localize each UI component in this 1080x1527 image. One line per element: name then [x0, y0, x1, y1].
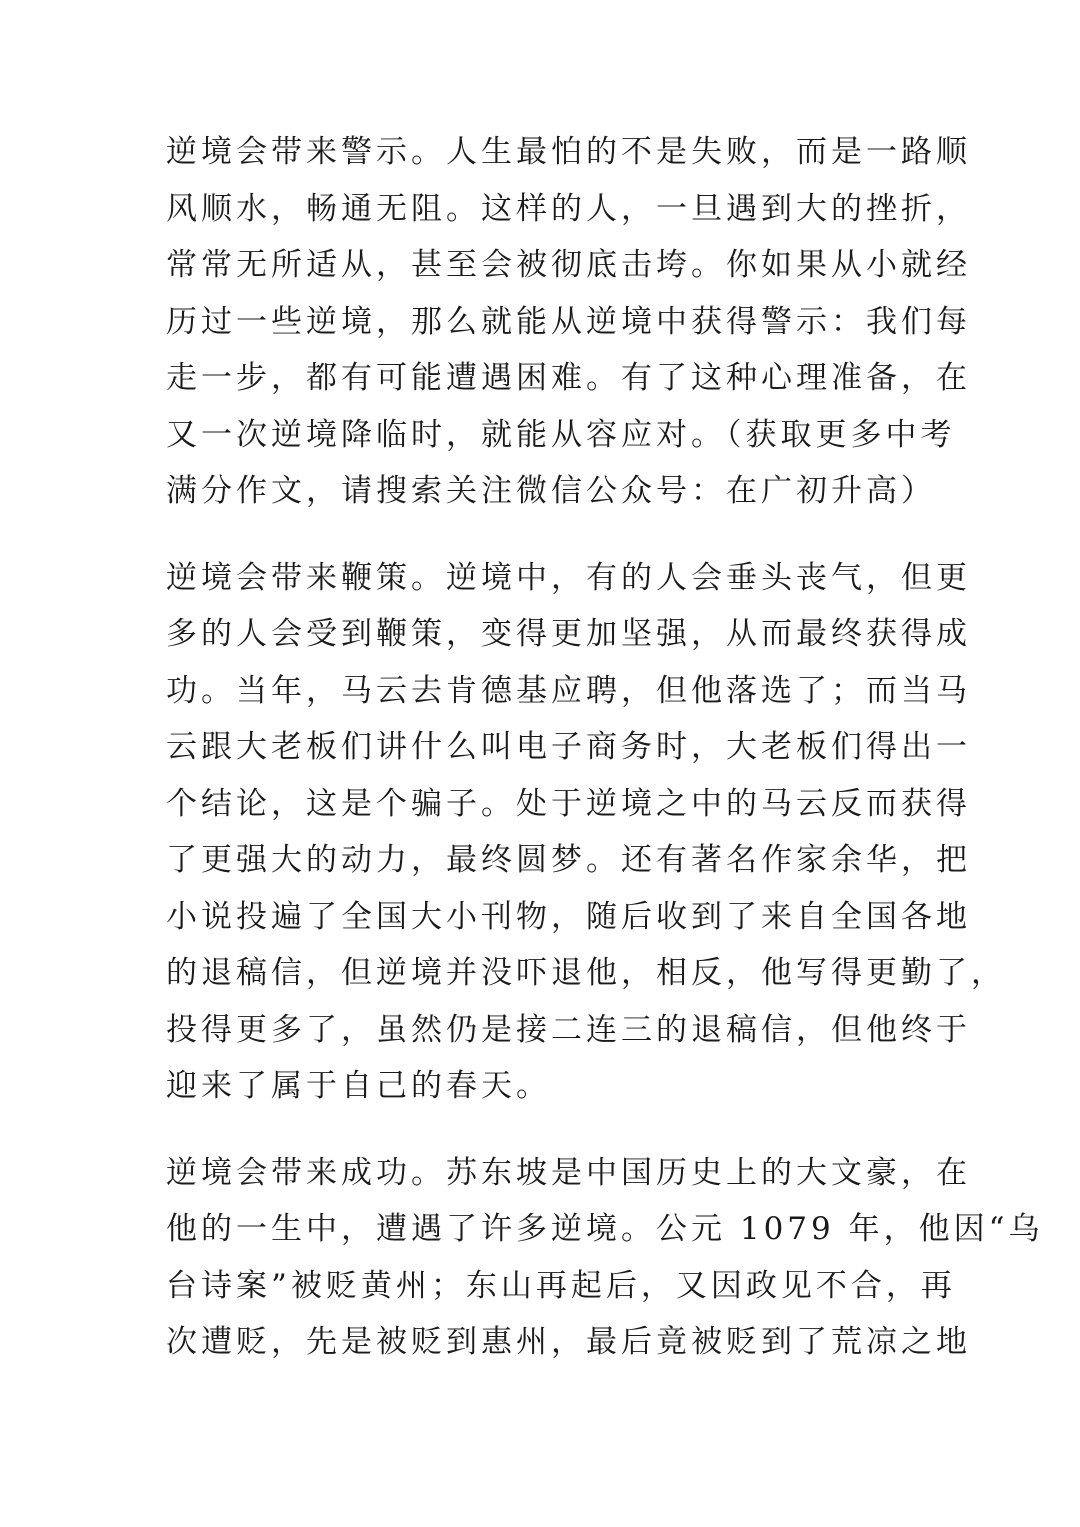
- text-line: 走一步，都有可能遭遇困难。有了这种心理准备，在: [166, 360, 971, 396]
- text-line: 的退稿信，但逆境并没吓退他，相反，他写得更勤了，: [166, 955, 1006, 991]
- article-body: [166, 124, 1044, 1371]
- text-line: 满分作文，请搜索关注微信公众号：在广初升高）: [166, 473, 936, 509]
- text-line: 他的一生中，遭遇了许多逆境。公元 1079 年，他因“乌: [166, 1211, 1044, 1247]
- paragraph-spur: [166, 550, 1006, 1115]
- text-line: 又一次逆境降临时，就能从容应对。（获取更多中考: [166, 416, 956, 453]
- text-line: 台诗案”被贬黄州；东山再起后，又因政见不合，再: [166, 1267, 956, 1304]
- paragraph-warning: [166, 124, 971, 520]
- text-line: 个结论，这是个骗子。处于逆境之中的马云反而获得: [166, 785, 971, 822]
- text-line: 逆境会带来警示。人生最怕的不是失败，而是一路顺: [166, 134, 971, 170]
- text-line: 迎来了属于自己的春天。: [166, 1068, 551, 1104]
- text-line: 历过一些逆境，那么就能从逆境中获得警示：我们每: [166, 303, 971, 340]
- text-line: 了更强大的动力，最终圆梦。还有著名作家余华，把: [166, 842, 971, 878]
- text-line: 风顺水，畅通无阻。这样的人，一旦遇到大的挫折，: [166, 190, 971, 227]
- text-line: 多的人会受到鞭策，变得更加坚强，从而最终获得成: [166, 616, 971, 652]
- text-line: 常常无所适从，甚至会被彻底击垮。你如果从小就经: [166, 247, 971, 283]
- paragraph-success: [166, 1145, 1044, 1371]
- text-line: 逆境会带来成功。苏东坡是中国历史上的大文豪，在: [166, 1154, 971, 1191]
- text-line: 次遭贬，先是被贬到惠州，最后竟被贬到了荒凉之地: [166, 1324, 971, 1360]
- text-line: 逆境会带来鞭策。逆境中，有的人会垂头丧气，但更: [166, 559, 971, 596]
- text-line: 投得更多了，虽然仍是接二连三的退稿信，但他终于: [166, 1011, 971, 1048]
- text-line: 小说投遍了全国大小刊物，随后收到了来自全国各地: [166, 898, 971, 935]
- text-line: 功。当年，马云去肯德基应聘，但他落选了；而当马: [166, 672, 971, 709]
- text-line: 云跟大老板们讲什么叫电子商务时，大老板们得出一: [166, 729, 971, 765]
